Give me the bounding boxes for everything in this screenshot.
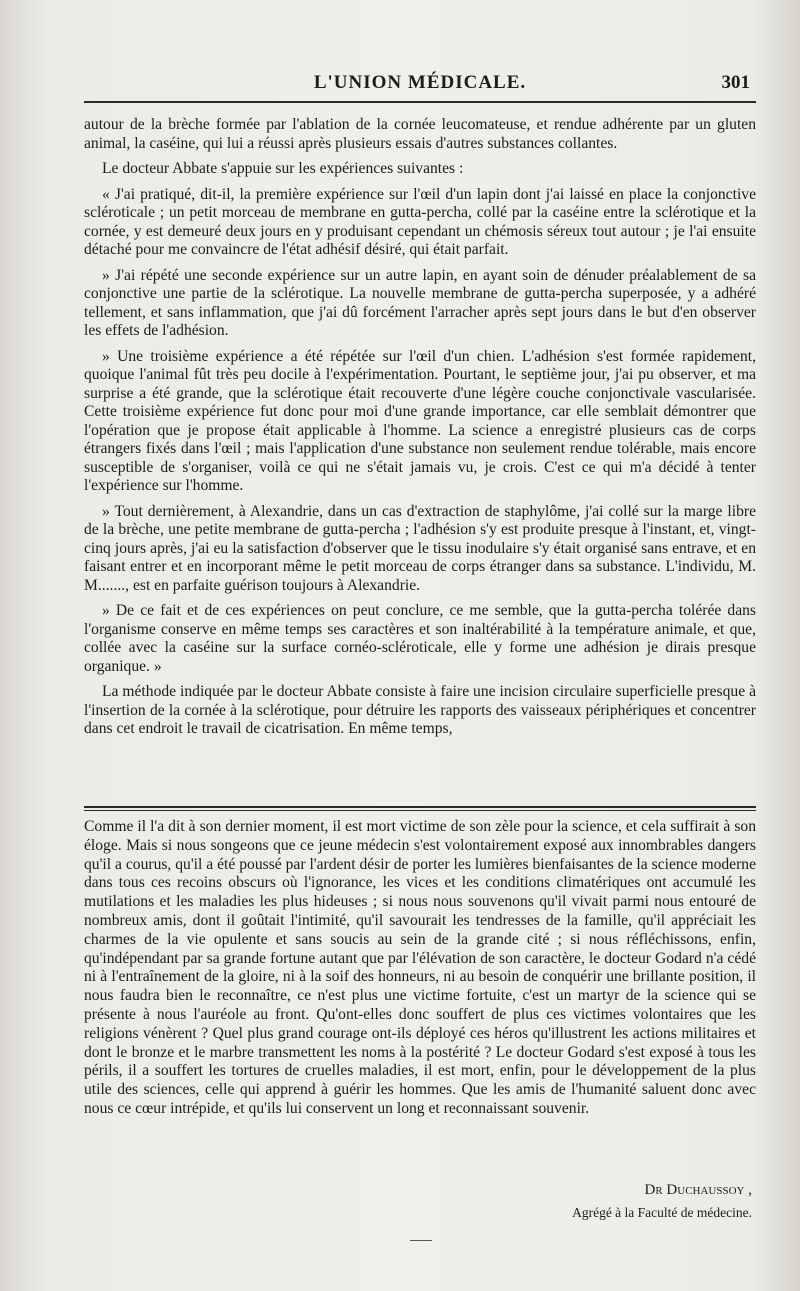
paragraph: » Tout dernièrement, à Alexandrie, dans un cas d'extraction de staphylôme, j'ai collé sur la marge libre de la brèche, une petite membrane de gutta-percha ; l'adhésion s'y est produite presque à l'instant, et, vingt-cinq jours après, j'ai eu la satisfaction d'observer que le tissu inodulaire s'y était organisé sans entrave, et en faisant entrer et en incorporant même le petit morceau de corps étranger dans sa substance. L'individu, M. M......., est en parfaite guérison toujours à Alexandrie. (84, 502, 756, 594)
feuilleton-paragraph: Comme il l'a dit à son dernier moment, il est mort victime de son zèle pour la science, et cela suffirait à son éloge. Mais si nous songeons que ce jeune médecin s'est volontairement exposé aux innombrables dangers qu'il a courus, qu'il a été poussé par l'ardent désir de porter les lumières bienfaisantes de la science moderne dans tous ces recoins obscurs où l'ignorance, les vices et les conditions climatériques ont accumulé les mutilations et les maladies les plus hideuses ; si nous nous souvenons qu'il vivait parmi nous entouré de nombreux amis, dont il goûtait l'intimité, qu'il savourait les tendresses de la famille, qu'il appréciait les charmes de la vie opulente et sans soucis au sein de la grande cité ; si nous réfléchissons, enfin, qu'indépendant par sa grande fortune autant que par l'élévation de son caractère, le docteur Godard n'a cédé ni à l'entraînement de la gloire, ni à la soif des honneurs, ni au besoin de conquérir une brillante position, il nous faudra bien le reconnaître, ce n'est plus une victime fortuite, c'est un martyr de la science qui se présente à nous l'auréole au front. Qu'ont-elles donc souffert de plus ces victimes volontaires que les religions vénèrent ? Quel plus grand courage ont-ils déployé ces héros qu'illustrent les actions militaires et dont le bronze et le marbre transmettent les noms à la postérité ? Le docteur Godard s'est exposé à tous les périls, il a souffert les tortures de cruelles maladies, il est mort, enfin, pour le développement de la plus utile des sciences, celle qui apprend à guérir les hommes. Que les amis de l'humanité saluent donc avec nous ce cœur intrépide, et qu'ils lui conservent un long et reconnaissant souvenir. (84, 818, 756, 1117)
header-rule (84, 101, 756, 103)
footer-rule (410, 1240, 432, 1241)
paragraph: » De ce fait et de ces expériences on peut conclure, ce me semble, que la gutta-percha tolérée dans l'organisme conserve en même temps ses caractères et son inaltérabilité à la température animale, et que, collée avec la caséine sur la surface cornéo-scléroticale, elle y forme une adhésion je dirais presque organique. » (84, 602, 756, 675)
signature-title: Agrégé à la Faculté de médecine. (572, 1205, 752, 1220)
paragraph: » J'ai répété une seconde expérience sur un autre lapin, en ayant soin de dénuder préalablement de sa conjonctive une partie de la sclérotique. La nouvelle membrane de gutta-percha superposée, y a adhéré tellement, et sans inflammation, que j'ai dû forcément l'arracher après sept jours dans le but d'en observer les effets de l'adhésion. (84, 266, 756, 339)
page-number: 301 (721, 72, 750, 93)
signature-name: Dr Duchaussoy , (644, 1182, 752, 1198)
feuilleton-section (84, 818, 756, 1119)
signature-block (84, 1182, 752, 1221)
paragraph: La méthode indiquée par le docteur Abbate consiste à faire une incision circulaire superficielle presque à l'insertion de la cornée à la sclérotique, pour détruire les rapports des vaisseaux périphériques et concentrer dans cet endroit le travail de cicatrisation. En même temps, (84, 683, 756, 737)
page-title: L'UNION MÉDICALE. (313, 72, 527, 93)
page-header (84, 66, 756, 96)
paragraph: Le docteur Abbate s'appuie sur les expériences suivantes : (102, 160, 464, 177)
paragraph: autour de la brèche formée par l'ablation de la cornée leucomateuse, et rendue adhérente par un gluten animal, la caséine, qui lui a réussi après plusieurs essais d'autres substances collantes. (84, 116, 756, 152)
paragraph: « J'ai pratiqué, dit-il, la première expérience sur l'œil d'un lapin dont j'ai laissé en place la conjonctive scléroticale ; un petit morceau de membrane en gutta-percha, collé par la caséine entre la sclérotique et la cornée, y est demeuré deux jours en y produisant cependant un chémosis séreux tout autour ; je l'ai ensuite détaché pour me convaincre de l'état adhésif désiré, qui était parfait. (84, 185, 756, 258)
main-article (84, 116, 756, 746)
feuilleton-divider (84, 806, 756, 811)
paragraph: » Une troisième expérience a été répétée sur l'œil d'un chien. L'adhésion s'est formée rapidement, quoique l'animal fût très peu docile à l'expérimentation. Pourtant, le septième jour, j'ai pu observer, et ma surprise a été grande, que la sclérotique était recouverte d'une légère couche conjonctivale vascularisée. Cette troisième expérience fut donc pour moi d'une grande importance, car elle semblait démontrer que l'opération que je propose était applicable à l'homme. La science a enregistré plusieurs cas de corps étrangers fixés dans l'œil ; mais l'application d'une substance non seulement rendue tolérable, mais encore susceptible de s'organiser, voilà ce qui ne s'était jamais vu, je crois. C'est ce qui m'a décidé à tenter l'expérience sur l'homme. (84, 347, 756, 494)
